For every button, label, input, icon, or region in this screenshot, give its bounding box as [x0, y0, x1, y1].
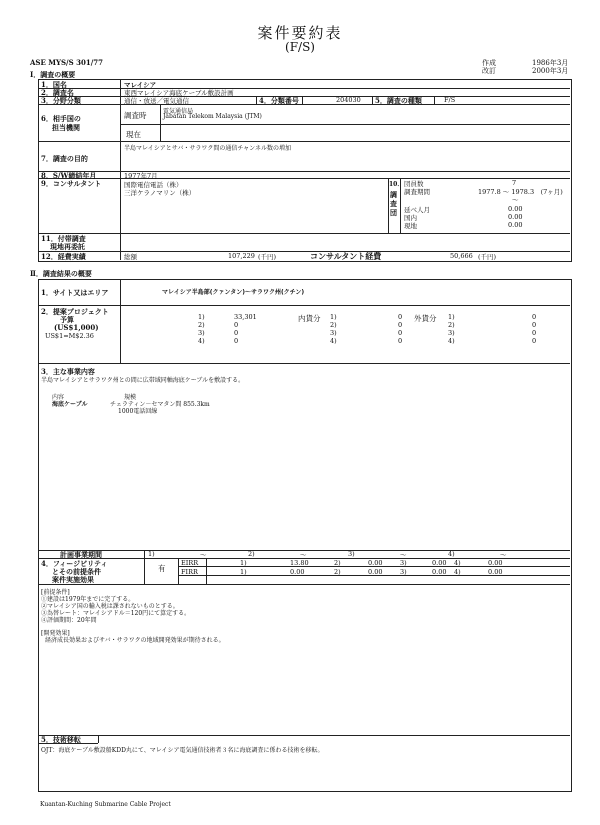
team-manmonth-value: 0.00	[508, 205, 523, 213]
eirr-value: 0.00	[368, 559, 383, 567]
cost-label: 12．経費実績	[41, 252, 86, 261]
sw-value: 1977年7月	[124, 172, 158, 180]
consultant-value-b: 三洋ケラノマリン（株）	[124, 189, 196, 197]
domestic-value: 0	[398, 321, 403, 329]
schedule-no: 2)	[248, 550, 255, 558]
site-label: 1．サイト又はエリア	[41, 288, 109, 297]
tech-label: 5．技術移転	[41, 735, 81, 744]
foreign-value: 0	[532, 329, 537, 337]
foreign-no: 3)	[448, 329, 455, 337]
foreign-value: 0	[532, 313, 537, 321]
country-label: 1．国名	[41, 80, 67, 89]
schedule-no: 1)	[148, 550, 155, 558]
type-value: F/S	[444, 96, 456, 104]
type-label: 5．調査の種類	[375, 96, 422, 105]
budget-no: 2)	[198, 321, 205, 329]
agency-label-a: 6．相手国の	[41, 114, 81, 123]
team-manmonth-label: 延べ人月	[404, 206, 430, 214]
eirr-no: 2)	[334, 559, 341, 567]
cost-consult-label: コンサルタント経費	[310, 252, 382, 261]
agency-label-b: 担当機関	[52, 123, 80, 132]
schedule-label: 計画事業期間	[60, 550, 102, 559]
firr-value: 0.00	[368, 568, 383, 576]
firr-no: 1)	[240, 568, 247, 576]
section1-heading: Ⅰ．調査の概要	[30, 70, 76, 79]
foreign-no: 4)	[448, 337, 455, 345]
doc-code: ASE MYS/S 301/77	[30, 58, 104, 67]
agency-time-value-a: 電気通信局	[163, 108, 194, 115]
premise-4: ④評価期間：20年間	[41, 617, 97, 624]
team-count-value: 7	[512, 179, 517, 187]
schedule-tilde: ～	[200, 551, 207, 559]
team-local-label: 現地	[404, 222, 417, 230]
budget-value: 0	[234, 321, 239, 329]
eirr-no: 4)	[454, 559, 461, 567]
domestic-value: 0	[398, 337, 403, 345]
domestic-no: 3)	[330, 329, 337, 337]
revised-value: 2000年3月	[532, 67, 569, 75]
domestic-value: 0	[398, 329, 403, 337]
main-label: 3．主な事業内容	[41, 367, 95, 376]
footer-text: Kuantan-Kuching Submarine Cable Project	[40, 801, 171, 808]
firr-value: 0.00	[488, 568, 503, 576]
domestic-value: 0	[398, 313, 403, 321]
budget-no: 3)	[198, 329, 205, 337]
agency-now-label: 現在	[126, 130, 141, 139]
domestic-no: 1)	[330, 313, 337, 321]
created-label: 作成	[482, 59, 496, 67]
main-cable-label: 海底ケーブル	[52, 401, 88, 408]
agency-time-value-b: Jabatan Telekom Malaysia (JTM)	[163, 113, 262, 120]
firr-value: 0.00	[432, 568, 447, 576]
project-label-a: 2．提案プロジェクト	[41, 307, 109, 316]
eirr-value: 0.00	[488, 559, 503, 567]
effect-head: [開発効果]	[41, 630, 70, 637]
related-label-a: 11．付帯調査	[41, 234, 86, 243]
feas-label-c: 案件実施効果	[52, 575, 94, 584]
foreign-value: 0	[532, 337, 537, 345]
tech-text: OJT：海底ケーブル敷設船KDD丸にて、マレイシア電気通信技術者３名に海底調査に係わる技術を移転。	[41, 747, 324, 754]
sw-label: 8．S/W締結年月	[41, 171, 97, 180]
created-value: 1986年3月	[532, 59, 569, 67]
foreign-label: 外貨分	[414, 314, 437, 323]
project-label-b: 予算	[60, 315, 74, 324]
budget-no: 1)	[198, 313, 205, 321]
sector-value: 通信・放送／電気通信	[124, 97, 189, 105]
sector-label: 3．分野分類	[41, 96, 81, 105]
foreign-no: 2)	[448, 321, 455, 329]
premise-2: ②マレイシア国の輸入税は課されないものとする。	[41, 603, 179, 610]
cost-total-value: 107,229	[228, 252, 255, 260]
country-value: マレイシア	[124, 81, 157, 89]
study-label: 2．調査名	[41, 88, 74, 97]
purpose-label: 7．調査の目的	[41, 154, 88, 163]
team-period-label: 調査期間	[404, 188, 430, 196]
team-domestic-label: 国内	[404, 214, 417, 222]
page-title: 案件要約表	[257, 24, 343, 42]
schedule-tilde: ～	[500, 551, 507, 559]
feas-has: 有	[158, 564, 166, 573]
consultant-value-a: 国際電信電話（株）	[124, 181, 183, 189]
schedule-tilde: ～	[300, 551, 307, 559]
eirr-value: 0.00	[432, 559, 447, 567]
foreign-no: 1)	[448, 313, 455, 321]
eirr-no: 1)	[240, 559, 247, 567]
eirr-label: EIRR	[181, 559, 199, 567]
related-label-b: 現地再委託	[50, 242, 85, 251]
main-spec-label: 規模	[124, 394, 137, 401]
schedule-no: 4)	[448, 550, 455, 558]
team-period-tilde: ～	[512, 196, 519, 204]
feas-label-b: とその前提条件	[52, 567, 101, 576]
page-subtitle: (F/S)	[285, 40, 315, 54]
schedule-no: 3)	[348, 550, 355, 558]
budget-no: 4)	[198, 337, 205, 345]
premise-head: [前提条件]	[41, 589, 70, 596]
team-count-label: 団員数	[404, 180, 424, 188]
premise-3: ③為替レート：マレイシアドル＝120円にて算定する。	[41, 610, 191, 617]
study-value: 東西マレイシア海底ケーブル敷設計画	[124, 89, 234, 97]
firr-no: 2)	[334, 568, 341, 576]
firr-value: 0.00	[290, 568, 305, 576]
consultant-label: 9．コンサルタント	[41, 179, 102, 188]
domestic-label: 内貨分	[298, 314, 321, 323]
cost-total-unit: (千円)	[258, 253, 277, 261]
project-label-c: (US$1,000)	[54, 323, 99, 332]
team-vertical-label: 調査団	[390, 190, 397, 217]
main-cable-cap: 1000電話回線	[118, 408, 158, 415]
team-domestic-value: 0.00	[508, 213, 523, 221]
firr-no: 3)	[400, 568, 407, 576]
eirr-value: 13.80	[290, 559, 309, 567]
eirr-no: 3)	[400, 559, 407, 567]
firr-no: 4)	[454, 568, 461, 576]
schedule-tilde: ～	[400, 551, 407, 559]
budget-value: 0	[234, 337, 239, 345]
effect-text: 経済成長効果およびサバ・サラワクの地域開発効果が期待される。	[45, 637, 225, 644]
domestic-no: 2)	[330, 321, 337, 329]
revised-label: 改訂	[482, 67, 496, 75]
firr-label: FIRR	[181, 568, 198, 576]
section2-heading: Ⅱ．調査結果の概要	[30, 269, 92, 278]
feas-label-a: 4．フィージビリティ	[41, 559, 108, 568]
domestic-no: 4)	[330, 337, 337, 345]
team-period-value: 1977.8 ～ 1978.3 (7ヶ月)	[478, 188, 563, 196]
team-label-no: 10．	[389, 181, 404, 188]
cost-total-label: 総額	[124, 253, 137, 261]
main-cable-route: チェラティン－セマタン間 855.3km	[110, 401, 210, 408]
team-local-value: 0.00	[508, 221, 523, 229]
section2-table	[38, 279, 572, 792]
premise-1: ①建設は1979年までに完了する。	[41, 596, 135, 603]
main-text: 半島マレイシアとサラワク州との間に広帯域同軸海底ケーブルを敷設する。	[41, 377, 245, 384]
agency-time-label: 調査時	[124, 111, 147, 120]
budget-value: 33,301	[234, 313, 257, 321]
class-no-label: 4．分類番号	[259, 96, 299, 105]
class-no-value: 204030	[336, 96, 361, 104]
cost-consult-unit: (千円)	[478, 253, 497, 261]
purpose-value: 半島マレイシアとサバ・サラワク間の通信チャンネル数の増加	[124, 145, 291, 152]
cost-consult-value: 50,666	[450, 252, 473, 260]
site-value: マレイシア半島部(クァンタン)～サラワク州(クチン)	[162, 289, 305, 296]
foreign-value: 0	[532, 321, 537, 329]
budget-value: 0	[234, 329, 239, 337]
main-content-label: 内容	[52, 394, 65, 401]
project-label-d: US$1=M$2.36	[45, 332, 94, 340]
